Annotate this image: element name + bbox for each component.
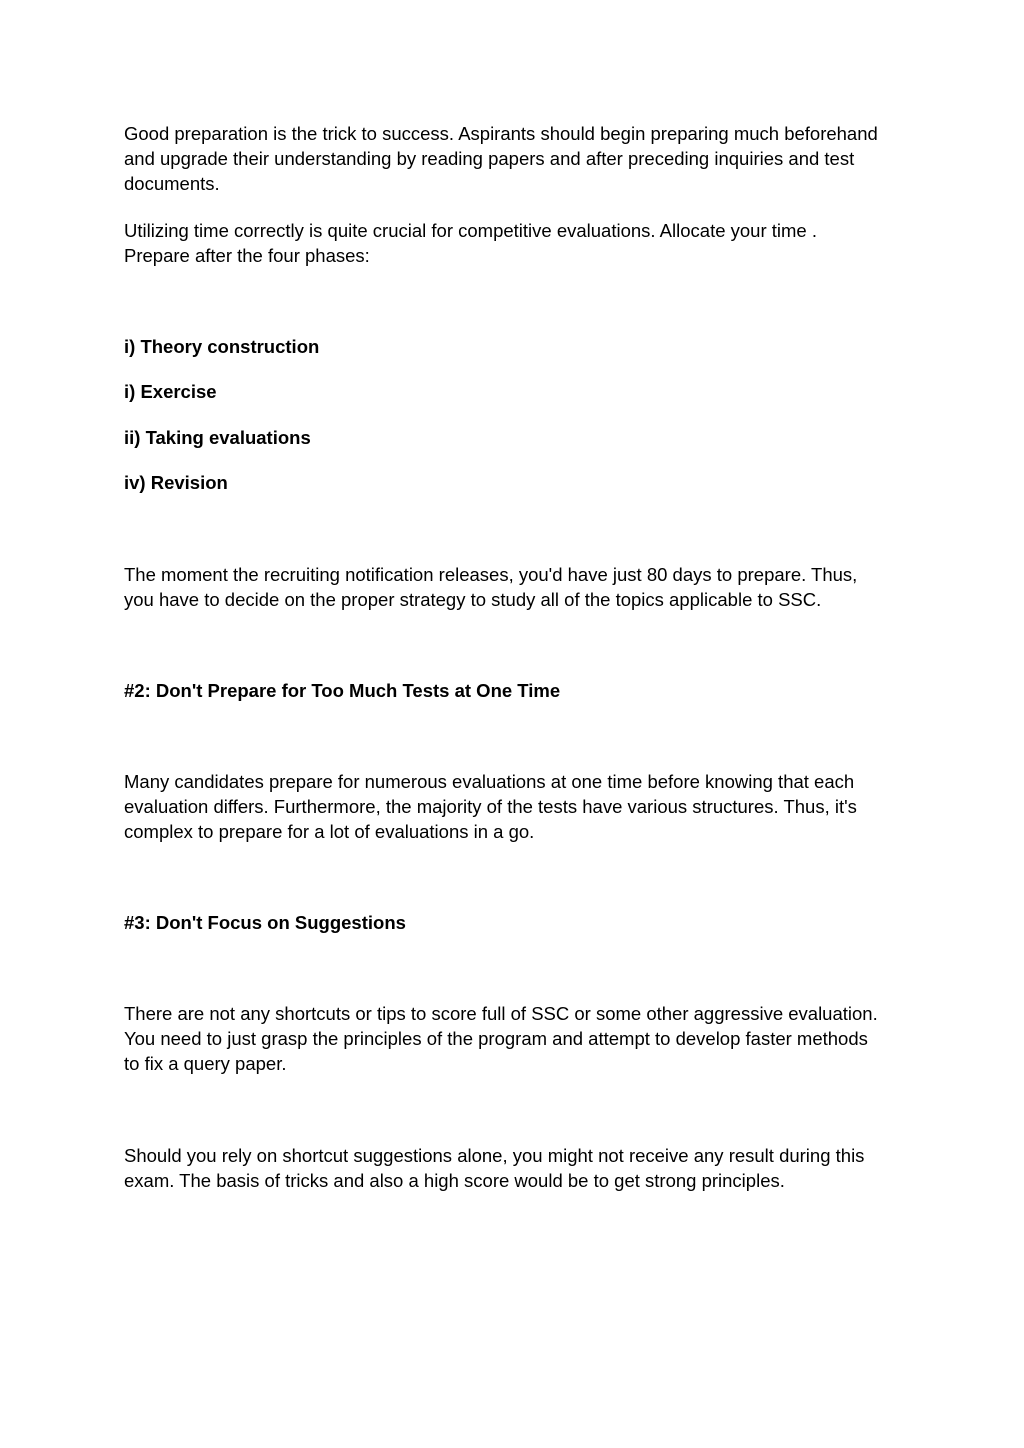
phase-item: i) Exercise xyxy=(124,381,217,402)
phase-item: ii) Taking evaluations xyxy=(124,427,311,448)
text-line: Utilizing time correctly is quite crucial for competitive evaluations. Allocate your time . xyxy=(124,220,817,241)
text-line: Many candidates prepare for numerous evaluations at one time before knowing that each xyxy=(124,771,855,792)
text-line: Prepare after the four phases: xyxy=(124,245,370,266)
section-heading-3: #3: Don't Focus on Suggestions xyxy=(124,912,406,933)
text-line: and upgrade their understanding by reading papers and after preceding inquiries and test xyxy=(124,148,855,169)
text-line: exam. The basis of tricks and also a high score would be to get strong principles. xyxy=(124,1170,785,1191)
text-line: you have to decide on the proper strategy to study all of the topics applicable to SSC. xyxy=(124,589,822,610)
paragraph-time xyxy=(124,218,914,268)
paragraph-principles xyxy=(124,1143,914,1193)
paragraph-shortcuts xyxy=(124,1001,914,1076)
paragraph-preparation xyxy=(124,121,914,196)
text-line: complex to prepare for a lot of evaluations in a go. xyxy=(124,821,535,842)
phase-item: iv) Revision xyxy=(124,472,228,493)
text-line: to fix a query paper. xyxy=(124,1053,287,1074)
text-line: evaluation differs. Furthermore, the majority of the tests have various structures. Thus, it's xyxy=(124,796,857,817)
text-line: The moment the recruiting notification releases, you'd have just 80 days to prepare. Thus, xyxy=(124,564,858,585)
phase-item: i) Theory construction xyxy=(124,336,320,357)
paragraph-notification xyxy=(124,562,914,612)
text-line: Should you rely on shortcut suggestions alone, you might not receive any result during this xyxy=(124,1145,865,1166)
text-line: There are not any shortcuts or tips to score full of SSC or some other aggressive evaluation. xyxy=(124,1003,878,1024)
text-line: documents. xyxy=(124,173,220,194)
paragraph-candidates xyxy=(124,769,914,844)
text-line: You need to just grasp the principles of the program and attempt to develop faster methods xyxy=(124,1028,868,1049)
text-line: Good preparation is the trick to success. Aspirants should begin preparing much beforehand xyxy=(124,123,878,144)
section-heading-2: #2: Don't Prepare for Too Much Tests at One Time xyxy=(124,680,561,701)
